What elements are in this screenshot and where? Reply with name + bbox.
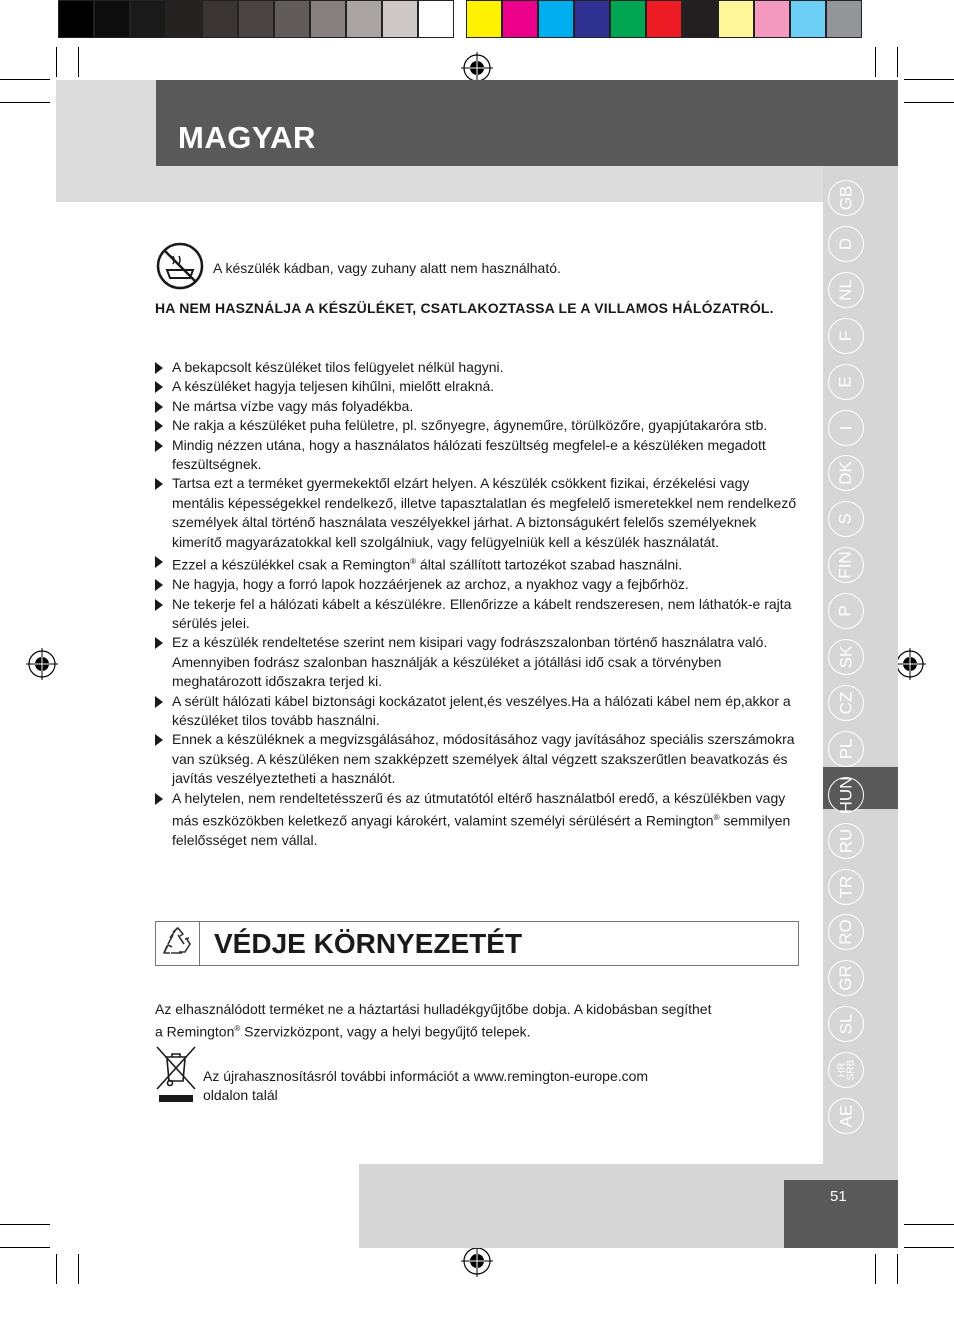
list-item-text: Ne hagyja, hogy a forró lapok hozzáérjenek az archoz, a nyakhoz vagy a fejbőrhöz.: [172, 576, 689, 593]
eco-section-header: [155, 921, 799, 966]
language-tab-sk[interactable]: [828, 639, 864, 675]
language-tab-cz[interactable]: [828, 685, 864, 721]
language-tab-label: HUN: [836, 776, 855, 814]
crop-mark: [0, 1247, 50, 1248]
language-tab-p[interactable]: [828, 593, 864, 629]
language-tab-label: E: [836, 375, 855, 388]
frame-top: [56, 166, 898, 202]
bullet-arrow-icon: [155, 599, 163, 611]
page-number: 51: [830, 1188, 847, 1205]
color-swatch: [718, 0, 754, 38]
language-tab-label: NL: [835, 278, 855, 301]
color-swatch: [58, 0, 94, 38]
list-item: [155, 377, 805, 396]
color-swatch: [130, 0, 166, 38]
bullet-arrow-icon: [155, 637, 163, 649]
color-swatch: [646, 0, 682, 38]
registration-mark-icon: [461, 1245, 493, 1277]
bullet-arrow-icon: [155, 734, 163, 746]
list-item: [155, 633, 805, 691]
weee-line: Az újrahasznosításról további információt a www.remington-europe.com: [203, 1068, 649, 1084]
language-tab-label: RU: [836, 828, 855, 853]
language-tab-ae[interactable]: [828, 1098, 864, 1134]
list-item: [155, 595, 805, 634]
color-swatch: [418, 0, 454, 38]
color-swatch: [574, 0, 610, 38]
list-item-text: A sérült hálózati kábel biztonsági kockázatot jelent,és veszélyes.Ha a hálózati kábel nem ép,akkor a készüléket tilos tovább használni.: [172, 692, 791, 728]
list-item: [155, 730, 805, 788]
registration-mark-icon: [894, 648, 926, 680]
page-number-box: [784, 1180, 898, 1248]
color-swatch: [94, 0, 130, 38]
list-item-text: által szállított tartozékot szabad használni.: [416, 556, 683, 573]
crop-mark: [56, 1254, 57, 1284]
list-item: [155, 397, 805, 416]
list-item-text: Tartsa ezt a terméket gyermekektől elzárt helyen. A készülék csökkent fizikai, érzékelési vagy mentális képességekkel rendelkező, illetve tapasztalatlan és megfelelő ismeretekkel nem rendelkező személyek által történő használata veszélyekkel járhat. A biztonságukért felelős személyeknek kimerítő magyarázatokkal kell szolgálniuk, vagy felügyelniük kell a készülék használatát.: [172, 475, 797, 550]
color-swatch: [826, 0, 862, 38]
crop-mark: [0, 102, 50, 103]
list-item-text: Mindig nézzen utána, hogy a használatos hálózati feszültség megfelel-e a készüléken megadott feszültségnek.: [172, 436, 766, 473]
crop-mark: [897, 47, 898, 77]
list-item: [155, 436, 805, 475]
language-tab-label: RO: [836, 919, 855, 946]
color-swatch: [610, 0, 646, 38]
language-tab-label: GR: [836, 965, 855, 992]
list-item-text: Ez a készülék rendeltetése szerint nem kisipari vagy fodrászszalonban történő használatra való. Amennyiben fodrász szalonban használják a készüléket a jótállási idő csak a törvényben meghatározott időszakra terjed ki.: [172, 634, 768, 690]
language-tab-ru[interactable]: [828, 823, 864, 859]
registered-mark: ®: [234, 1024, 241, 1034]
weee-info: [203, 1067, 803, 1106]
language-tab-label: AE: [836, 1104, 855, 1128]
color-swatch: [790, 0, 826, 38]
registration-mark-icon: [26, 648, 58, 680]
crop-mark: [875, 47, 876, 77]
language-tab-label: CZ: [835, 691, 855, 715]
crop-mark: [904, 79, 954, 80]
color-swatch: [202, 0, 238, 38]
language-tab-label: FIN: [835, 551, 855, 579]
crop-mark: [78, 47, 79, 77]
list-item-text: A helytelen, nem rendeltetésszerű és az útmutatótól eltérő használatból eredő, a készülékben vagy más eszközökben keletkező anyagi károkért, valamint személyi sérülésért a Remington: [172, 789, 786, 829]
bullet-arrow-icon: [155, 362, 163, 374]
page-title: MAGYAR: [178, 120, 316, 155]
language-tab-nl[interactable]: [828, 272, 864, 308]
bullet-arrow-icon: [155, 381, 163, 393]
list-item: [155, 575, 805, 594]
registered-mark: ®: [410, 557, 417, 567]
recycle-icon: [156, 922, 199, 965]
list-item-text: semmilyen felelősséget nem vállal.: [172, 812, 791, 849]
colorbar-gap: [454, 0, 466, 38]
eco-paragraph-line: [155, 1019, 805, 1042]
crop-mark: [904, 1247, 954, 1248]
color-swatch: [346, 0, 382, 38]
language-tab-label: DK: [836, 461, 855, 486]
color-swatch: [754, 0, 790, 38]
list-item-text: A készüléket hagyja teljesen kihűlni, mielőtt elrakná.: [172, 378, 495, 395]
crop-mark: [904, 1224, 954, 1225]
list-item: [155, 692, 805, 731]
crop-mark: [0, 79, 50, 80]
eco-title: VÉDJE KÖRNYEZETÉT: [214, 928, 523, 959]
color-calibration-bar: [58, 0, 862, 38]
crop-mark: [56, 47, 57, 77]
language-tab-d[interactable]: [828, 226, 864, 262]
language-tab-tr[interactable]: [828, 869, 864, 905]
bullet-arrow-icon: [155, 556, 163, 568]
weee-line: oldalon talál: [203, 1087, 278, 1104]
bullet-arrow-icon: [155, 579, 163, 591]
bullet-arrow-icon: [155, 478, 163, 490]
registered-mark: ®: [713, 813, 720, 822]
crop-mark: [78, 1254, 79, 1284]
crop-mark: [897, 1254, 898, 1284]
eco-paragraph: [155, 1000, 805, 1042]
list-item: [155, 789, 805, 851]
safety-list: [155, 358, 805, 850]
language-tab-f[interactable]: [828, 318, 864, 354]
list-item-text: Ennek a készüléknek a megvizsgálásához, módosításához vagy javításához speciális szerszámokra van szükség. A készüléken nem szakképzett személyek által végzett szakszerűtlen beavatkozás és javítás veszélyeztetheti a használót.: [172, 731, 795, 787]
no-bath-icon: [155, 242, 205, 290]
bath-warning-text: A készülék kádban, vagy zuhany alatt nem használható.: [213, 260, 561, 276]
list-item-text: Ne rakja a készüléket puha felületre, pl. szőnyegre, ágyneműre, törülközőre, gyapjútakaróra stb.: [172, 417, 768, 434]
language-tab-label: GB: [836, 185, 855, 211]
language-tab-e[interactable]: [828, 364, 864, 400]
bullet-arrow-icon: [155, 440, 163, 452]
language-tab-gb[interactable]: [828, 180, 864, 216]
color-swatch: [682, 0, 718, 38]
language-tab-sl[interactable]: [828, 1006, 864, 1042]
color-swatch: [274, 0, 310, 38]
list-item: [155, 552, 805, 575]
language-tab-pl[interactable]: [828, 731, 864, 767]
language-tab-label: PL: [835, 738, 855, 760]
language-tab-hr-srb[interactable]: [828, 1052, 864, 1088]
color-swatch: [502, 0, 538, 38]
crossed-bin-icon: [155, 1045, 197, 1105]
eco-text: a Remington: [155, 1024, 235, 1041]
list-item-text: Ezzel a készülékkel csak a Remington: [172, 556, 411, 573]
language-tab-hun[interactable]: [828, 777, 864, 813]
warning-heading: HA NEM HASZNÁLJA A KÉSZÜLÉKET, CSATLAKOZTASSA LE A VILLAMOS HÁLÓZATRÓL.: [155, 300, 774, 316]
language-tab-fin[interactable]: [828, 547, 864, 583]
color-swatch: [238, 0, 274, 38]
eco-text: Szervizközpont, vagy a helyi begyűjtő telepek.: [240, 1024, 531, 1041]
language-tab-label: SL: [835, 1013, 855, 1035]
language-tab-label: D: [836, 237, 855, 251]
color-swatch: [382, 0, 418, 38]
language-tab-label: TR: [835, 875, 855, 898]
list-item: [155, 416, 805, 435]
crop-mark: [875, 1254, 876, 1284]
color-swatch: [538, 0, 574, 38]
bullet-arrow-icon: [155, 696, 163, 708]
language-tab-label: F: [835, 330, 855, 341]
recycle-icon-box: [156, 922, 200, 965]
language-tab-i[interactable]: [828, 410, 864, 446]
eco-paragraph-line: Az elhasználódott terméket ne a háztartási hulladékgyűjtőbe dobja. A kidobásban segíthet: [155, 1001, 712, 1017]
crop-mark: [904, 102, 954, 103]
list-item: [155, 474, 805, 552]
crop-mark: [0, 1224, 50, 1225]
language-tab-label: I: [835, 425, 855, 430]
language-tab-label: SK: [836, 645, 855, 669]
bullet-arrow-icon: [155, 420, 163, 432]
list-item-text: Ne tekerje fel a hálózati kábelt a készülékre. Ellenőrizze a kábelt rendszeresen, nem láthatók-e rajta sérülés jelei.: [172, 595, 792, 631]
color-swatch: [310, 0, 346, 38]
language-tab-label: S: [836, 513, 855, 525]
color-swatch: [166, 0, 202, 38]
color-swatch: [466, 0, 502, 38]
bullet-arrow-icon: [155, 401, 163, 413]
language-tab-label: HR SRB: [836, 1059, 856, 1081]
list-item-text: Ne mártsa vízbe vagy más folyadékba.: [172, 397, 414, 414]
list-item: [155, 358, 805, 377]
list-item-text: A bekapcsolt készüléket tilos felügyelet nélkül hagyni.: [172, 359, 504, 375]
language-tab-label: P: [836, 605, 855, 617]
bullet-arrow-icon: [155, 793, 163, 805]
